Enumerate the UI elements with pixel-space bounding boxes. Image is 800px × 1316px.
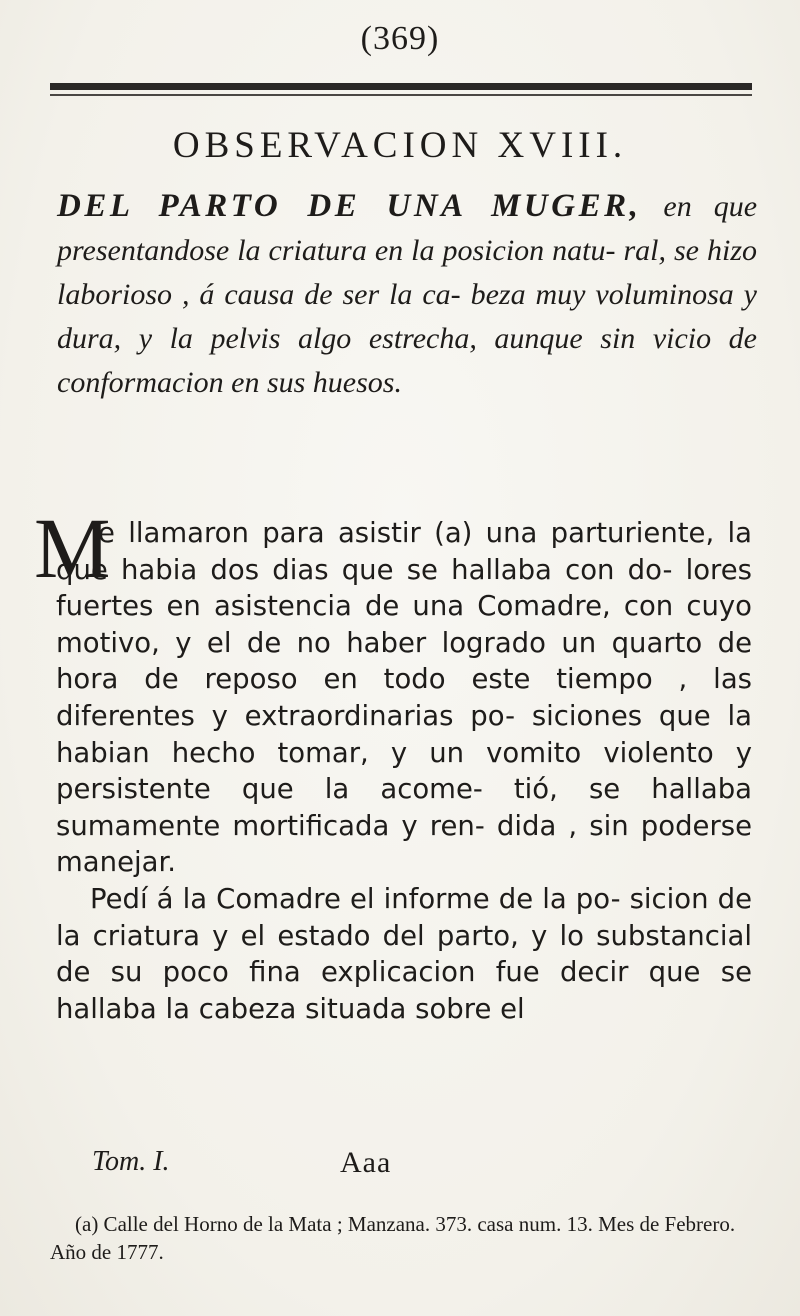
subtitle-lead: DEL PARTO DE UNA MUGER, xyxy=(57,188,642,224)
header-rule-thin xyxy=(50,94,752,96)
page-number: (369) xyxy=(360,20,440,57)
paragraph-1: e llamaron para asistir (a) una parturiente, la que habia dos dias que se hallaba con do- lores fuertes en asistencia de una Comadre, con cuyo motivo, y el de no haber logrado un quarto de hora de reposo en todo este tiempo , las diferentes y extraordinarias po- siciones que la habian hecho tomar, y un vomito violento y persistente que la acome- tió, se hallaba sumamente mortificada y ren- dida , sin poderse manejar. xyxy=(56,517,752,879)
page-signature-line xyxy=(92,1146,472,1178)
section-heading: OBSERVACION XVIII. xyxy=(172,125,628,166)
header-rule-thick xyxy=(50,83,752,90)
body-text xyxy=(56,515,752,1027)
paragraph-2: Pedí á la Comadre el informe de la po- sicion de la criatura y el estado del parto, y lo substancial de su poco fina explicacion fue decir que se hallaba la cabeza situada sobre el xyxy=(56,882,752,1025)
footnote xyxy=(50,1210,760,1266)
subtitle-rest: en que presentandose la criatura en la posicion natu- ral, se hizo laborioso , á causa de ser la ca- beza muy voluminosa y dura, y la pelvis algo estrecha, aunque sin vicio de conformacion en sus huesos. xyxy=(57,190,758,399)
drop-cap: M xyxy=(34,500,111,596)
footnote-text: (a) Calle del Horno de la Mata ; Manzana. 373. casa num. 13. Mes de Febrero. Año de 1777. xyxy=(50,1212,736,1264)
volume-marker: Tom. I. xyxy=(92,1146,170,1177)
signature-mark: Aaa xyxy=(340,1146,392,1179)
observation-subtitle xyxy=(57,184,757,405)
